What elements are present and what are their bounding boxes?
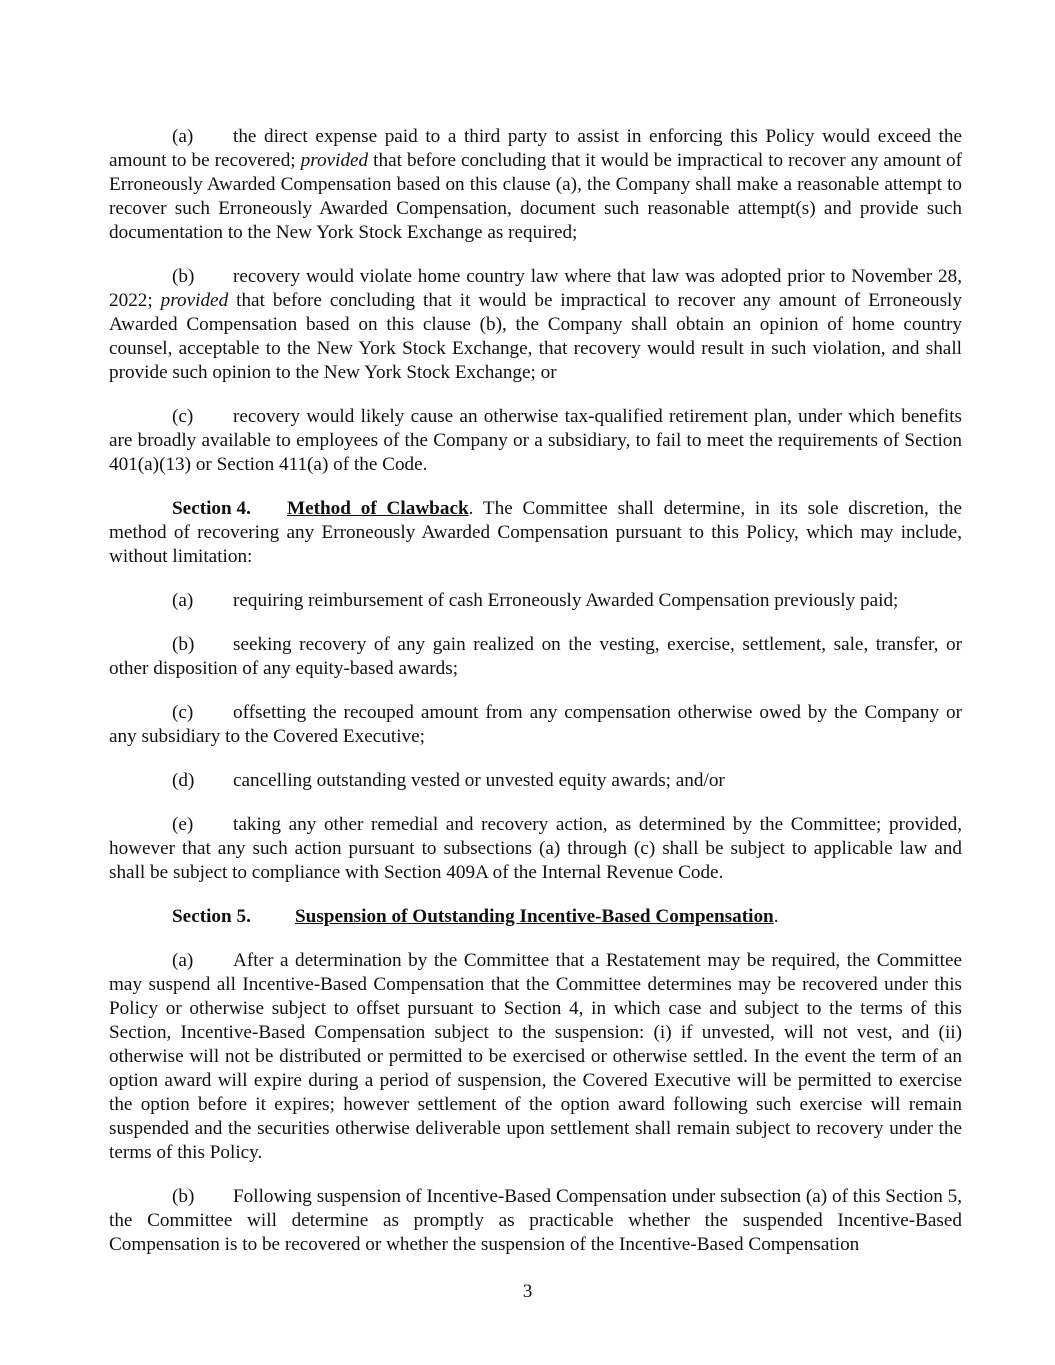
section-4-item-b <box>109 633 962 681</box>
clause-label: (b) <box>172 266 195 287</box>
item-label: (d) <box>172 770 195 791</box>
item-text: Following suspension of Incentive-Based Compensation under subsection (a) of this Section 5, the Committee will determine as promptly as practicable whether the suspended Incentive-Based Compensation is to be recovered or whether the suspension of the Incentive-Based Compensation <box>109 1186 963 1255</box>
item-label: (e) <box>172 814 194 835</box>
section-4-heading-paragraph <box>109 497 962 569</box>
clause-text: the direct expense paid to a third party to assist in enforcing this Policy would exceed the amount to be recovered; <box>109 126 962 171</box>
section-5-number: Section 5. <box>172 906 251 927</box>
section-4-item-e <box>109 813 962 885</box>
section-4-item-d <box>109 769 962 793</box>
section-4-title: Method of Clawback <box>287 498 469 519</box>
section-5-title-end: . <box>773 906 779 927</box>
clause-text: that before concluding that it would be impractical to recover any amount of Erroneously Awarded Compensation based on this clause (b), the Company shall obtain an opinion of home country counsel, acceptable to the New York Stock Exchange, that recovery would result in such violation, and shall provide such opinion to the New York Stock Exchange; or <box>109 290 962 383</box>
item-label: (b) <box>172 1186 195 1207</box>
clause-text: recovery would violate home country law where that law was adopted prior to November 28, 2022; <box>109 266 962 311</box>
clause-b-paragraph <box>109 265 962 385</box>
clause-emphasis: provided <box>160 290 229 311</box>
item-text: offsetting the recouped amount from any compensation otherwise owed by the Company or any subsidiary to the Covered Executive; <box>109 702 962 747</box>
section-5-item-a <box>109 949 962 1165</box>
section-4-number: Section 4. <box>172 498 251 519</box>
document-page <box>109 125 962 1277</box>
clause-label: (a) <box>172 126 194 147</box>
item-text: requiring reimbursement of cash Erroneously Awarded Compensation previously paid; <box>233 590 899 611</box>
item-text: cancelling outstanding vested or unvested equity awards; and/or <box>233 770 725 791</box>
item-label: (a) <box>172 950 194 971</box>
section-5-item-b <box>109 1185 962 1257</box>
item-label: (c) <box>172 702 194 723</box>
clause-label: (c) <box>172 406 194 427</box>
section-4-item-c <box>109 701 962 749</box>
item-text: taking any other remedial and recovery action, as determined by the Committee; provided, however that any such action pursuant to subsections (a) through (c) shall be subject to applicable law and shall be subject to compliance with Section 409A of the Internal Revenue Code. <box>109 814 962 883</box>
clause-text: recovery would likely cause an otherwise tax-qualified retirement plan, under which benefits are broadly available to employees of the Company or a subsidiary, to fail to meet the requirements of Section 401(a)(13) or Section 411(a) of the Code. <box>109 406 962 475</box>
clause-c-paragraph <box>109 405 962 477</box>
section-5-heading-paragraph <box>109 905 962 929</box>
page-number: 3 <box>522 1281 533 1302</box>
clause-text: that before concluding that it would be impractical to recover any amount of Erroneously Awarded Compensation based on this clause (a), the Company shall make a reasonable attempt to recover such Erroneously Awarded Compensation, document such reasonable attempt(s) and provide such documentation to the New York Stock Exchange as required; <box>109 150 962 243</box>
item-text: After a determination by the Committee that a Restatement may be required, the Committee may suspend all Incentive-Based Compensation that the Committee determines may be recovered under this Policy or otherwise subject to offset pursuant to Section 4, in which case and subject to the terms of this Section, Incentive-Based Compensation subject to the suspension: (i) if unvested, will not vest, and (ii) otherwise will not be distributed or permitted to be exercised or otherwise settled. In the event the term of an option award will expire during a period of suspension, the Covered Executive will be permitted to exercise the option before it expires; however settlement of the option award following such exercise will remain suspended and the securities otherwise deliverable upon settlement shall remain subject to recovery under the terms of this Policy. <box>109 950 962 1163</box>
section-4-item-a <box>109 589 962 613</box>
item-text: seeking recovery of any gain realized on the vesting, exercise, settlement, sale, transfer, or other disposition of any equity-based awards; <box>109 634 962 679</box>
clause-emphasis: provided <box>300 150 369 171</box>
section-4-intro: . The Committee shall determine, in its sole discretion, the method of recovering any Erroneously Awarded Compensation pursuant to this Policy, which may include, without limitation: <box>109 498 962 567</box>
section-5-title: Suspension of Outstanding Incentive-Based Compensation <box>295 906 774 927</box>
item-label: (b) <box>172 634 195 655</box>
clause-a-paragraph <box>109 125 962 245</box>
item-label: (a) <box>172 590 194 611</box>
